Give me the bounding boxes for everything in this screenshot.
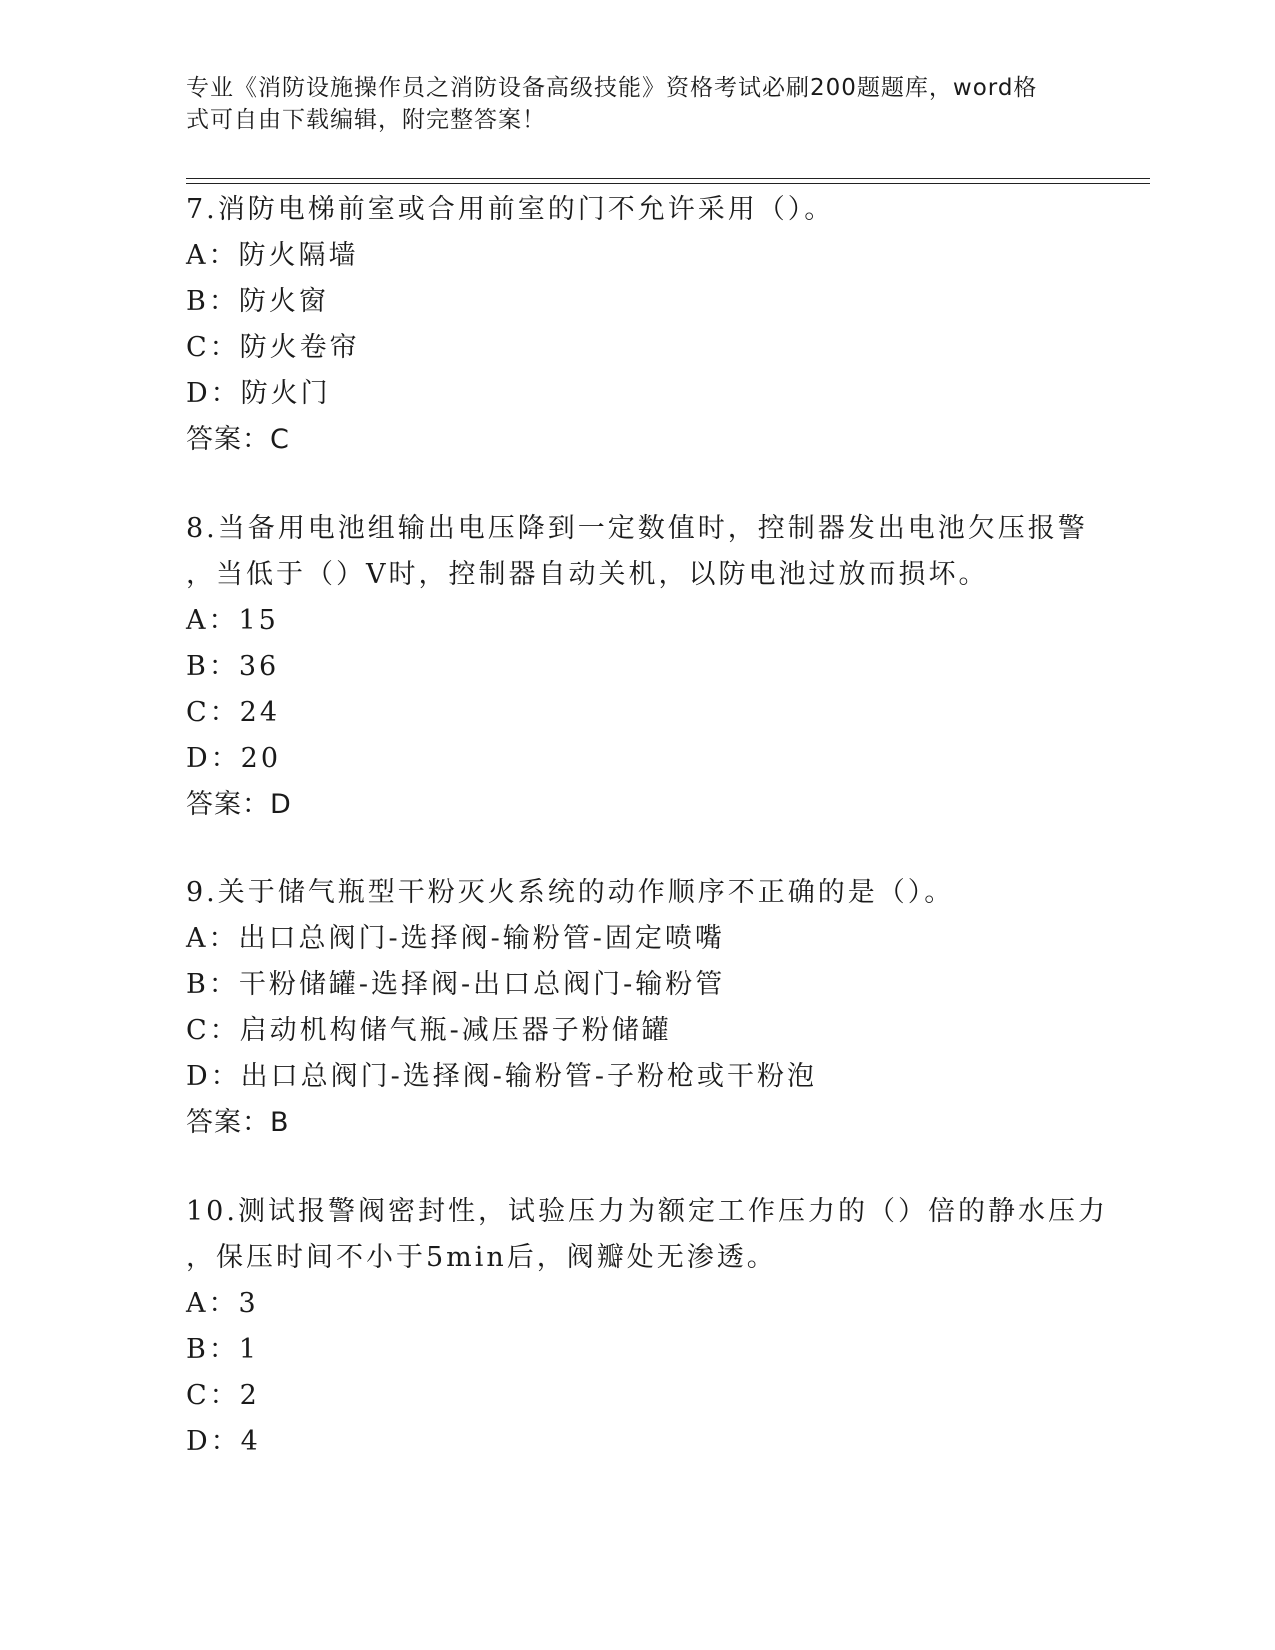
question-stem-line-1: 10.测试报警阀密封性，试验压力为额定工作压力的（）倍的静水压力 — [186, 1196, 1108, 1227]
option-a: A：防火隔墙 — [186, 240, 359, 271]
option-a: A：3 — [186, 1288, 259, 1319]
question-9 — [186, 870, 1086, 1146]
question-stem: 9.关于储气瓶型干粉灭火系统的动作顺序不正确的是（）。 — [186, 877, 955, 908]
answer-label: 答案：D — [186, 789, 292, 820]
answer-label: 答案：C — [186, 424, 290, 455]
answer-label: 答案：B — [186, 1107, 290, 1138]
header-line-2: 式可自由下载编辑，附完整答案！ — [186, 107, 546, 133]
header-rule-top — [186, 178, 1150, 179]
option-d: D：出口总阀门-选择阀-输粉管-子粉枪或干粉泡 — [186, 1061, 818, 1092]
question-stem-line-2: ，保压时间不小于5min后，阀瓣处无渗透。 — [186, 1242, 777, 1273]
option-c: C：24 — [186, 697, 281, 728]
option-c: C：启动机构储气瓶-减压器子粉储罐 — [186, 1015, 672, 1046]
question-8 — [186, 506, 1086, 828]
option-c: C：防火卷帘 — [186, 332, 360, 363]
option-b: B：干粉储罐-选择阀-出口总阀门-输粉管 — [186, 969, 726, 1000]
option-b: B：36 — [186, 651, 280, 682]
question-stem: 7.消防电梯前室或合用前室的门不允许采用（）。 — [186, 194, 835, 225]
option-b: B：1 — [186, 1334, 260, 1365]
document-header — [186, 72, 1066, 136]
header-rule-bottom — [186, 183, 1150, 184]
option-d: D：20 — [186, 743, 282, 774]
option-a: A：15 — [186, 605, 279, 636]
question-stem-line-2: ，当低于（）V时，控制器自动关机，以防电池过放而损坏。 — [186, 559, 989, 590]
option-c: C：2 — [186, 1380, 260, 1411]
question-stem-line-1: 8.当备用电池组输出电压降到一定数值时，控制器发出电池欠压报警 — [186, 513, 1088, 544]
question-10 — [186, 1189, 1108, 1465]
option-d: D：4 — [186, 1426, 261, 1457]
question-7 — [186, 187, 1086, 463]
option-a: A：出口总阀门-选择阀-输粉管-固定喷嘴 — [186, 923, 725, 954]
option-d: D：防火门 — [186, 378, 331, 409]
option-b: B：防火窗 — [186, 286, 329, 317]
header-line-1: 专业《消防设施操作员之消防设备高级技能》资格考试必刷200题题库，word格 — [186, 75, 1038, 101]
